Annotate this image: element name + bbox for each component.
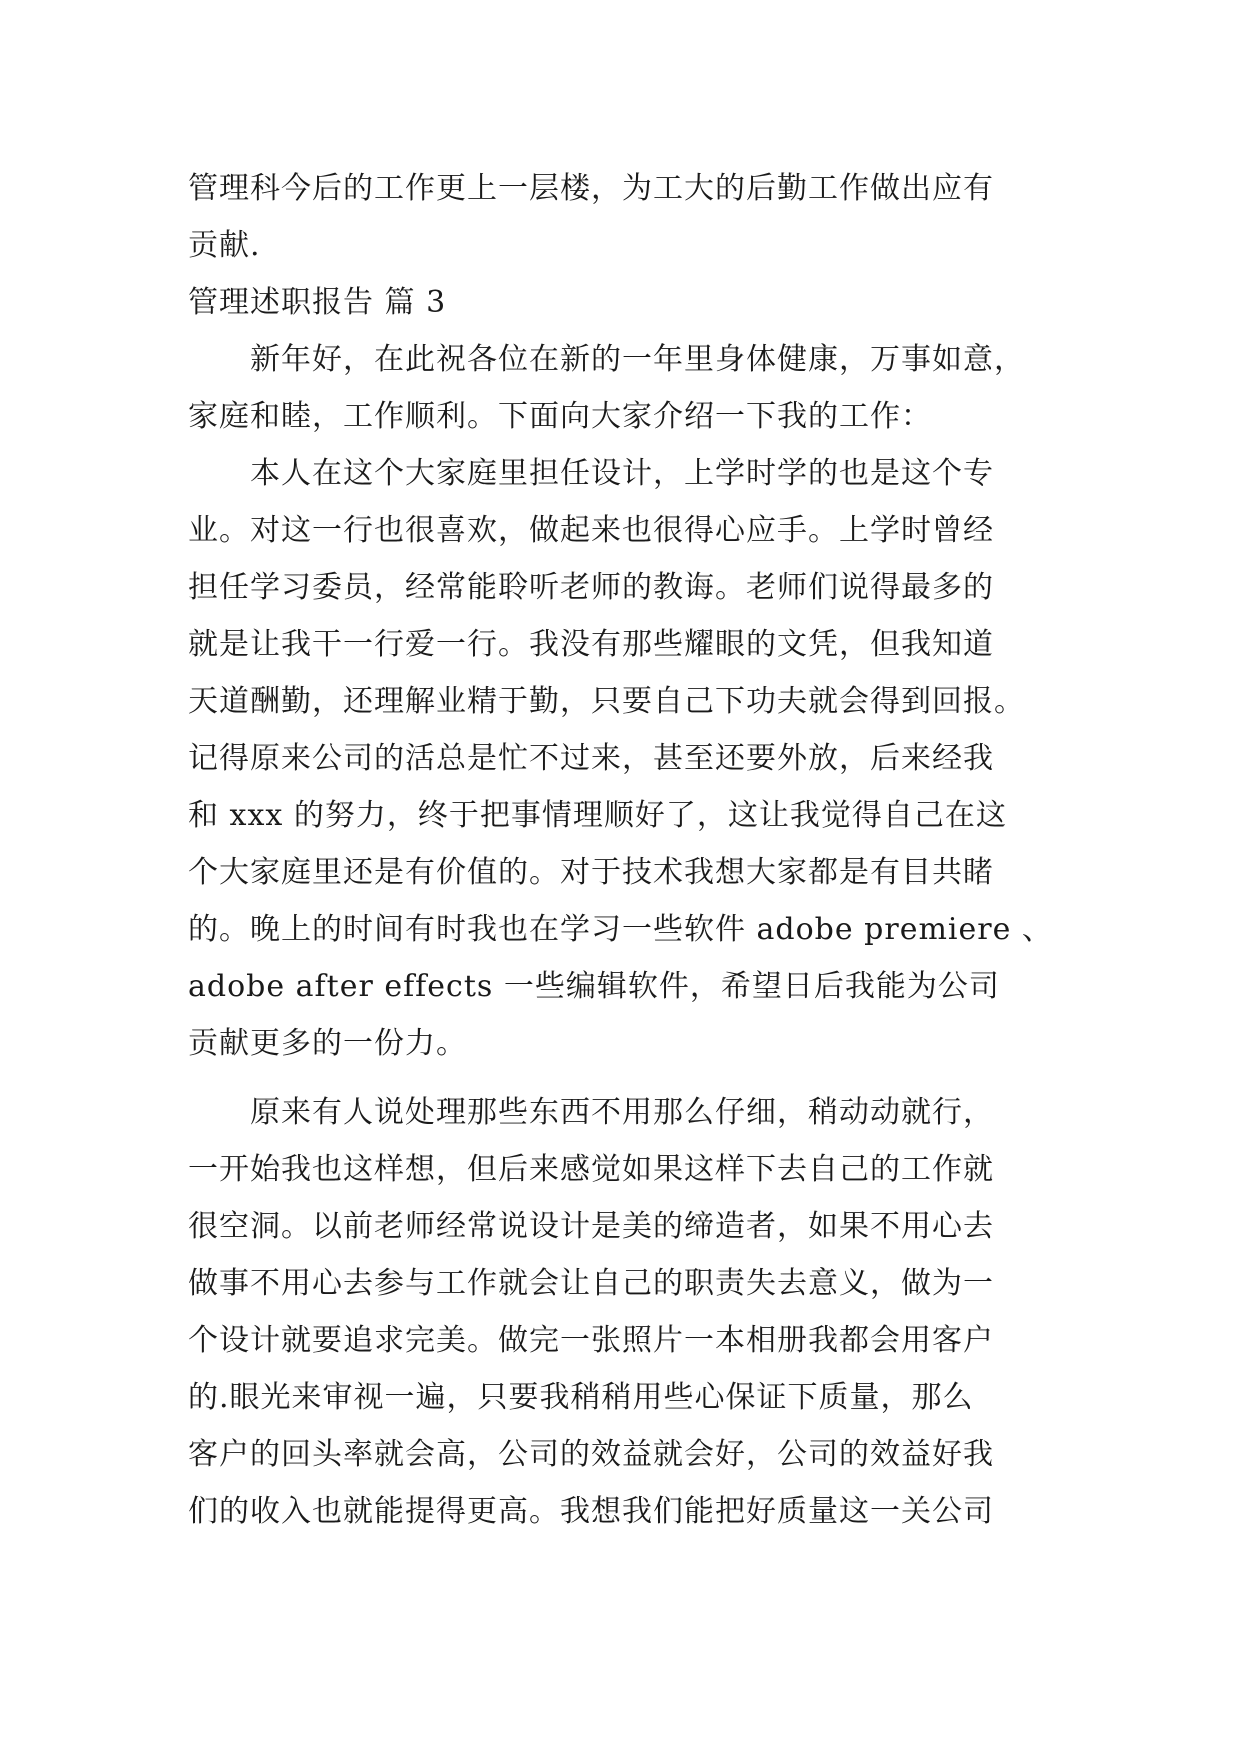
text-line: adobe after effects 一些编辑软件，希望日后我能为公司 — [188, 969, 1000, 1004]
text-line: 就是让我干一行爱一行。我没有那些耀眼的文凭，但我知道 — [188, 627, 994, 662]
text-line: 做事不用心去参与工作就会让自己的职责失去意义，做为一 — [188, 1266, 994, 1301]
text-line: 担任学习委员，经常能聆听老师的教诲。老师们说得最多的 — [188, 570, 994, 605]
text-line: 很空洞。以前老师经常说设计是美的缔造者，如果不用心去 — [188, 1209, 994, 1244]
text-line: 家庭和睦，工作顺利。下面向大家介绍一下我的工作： — [188, 399, 932, 434]
document-body — [188, 160, 1053, 1540]
text-line: 原来有人说处理那些东西不用那么仔细，稍动动就行， — [188, 1095, 994, 1130]
text-line: 贡献更多的一份力。 — [188, 1026, 467, 1061]
text-line: 天道酬勤，还理解业精于勤，只要自己下功夫就会得到回报。 — [188, 684, 1025, 719]
text-line: 和 xxx 的努力，终于把事情理顺好了，这让我觉得自己在这 — [188, 798, 1007, 833]
section-heading: 管理述职报告 篇 3 — [188, 285, 447, 320]
text-line: 客户的回头率就会高，公司的效益就会好，公司的效益好我 — [188, 1437, 994, 1472]
text-line: 新年好，在此祝各位在新的一年里身体健康，万事如意， — [188, 342, 1025, 377]
text-line: 贡献. — [188, 228, 261, 263]
text-line: 业。对这一行也很喜欢，做起来也很得心应手。上学时曾经 — [188, 513, 994, 548]
text-line: 们的收入也就能提得更高。我想我们能把好质量这一关公司 — [188, 1494, 994, 1529]
text-line: 的。晚上的时间有时我也在学习一些软件 adobe premiere 、 — [188, 912, 1053, 947]
text-line: 一开始我也这样想，但后来感觉如果这样下去自己的工作就 — [188, 1152, 994, 1187]
text-line: 本人在这个大家庭里担任设计，上学时学的也是这个专 — [188, 456, 994, 491]
text-line: 记得原来公司的活总是忙不过来，甚至还要外放，后来经我 — [188, 741, 994, 776]
text-line: 的.眼光来审视一遍，只要我稍稍用些心保证下质量，那么 — [188, 1380, 974, 1415]
text-line: 管理科今后的工作更上一层楼，为工大的后勤工作做出应有 — [188, 171, 994, 206]
text-line: 个设计就要追求完美。做完一张照片一本相册我都会用客户 — [188, 1323, 994, 1358]
text-line: 个大家庭里还是有价值的。对于技术我想大家都是有目共睹 — [188, 855, 994, 890]
